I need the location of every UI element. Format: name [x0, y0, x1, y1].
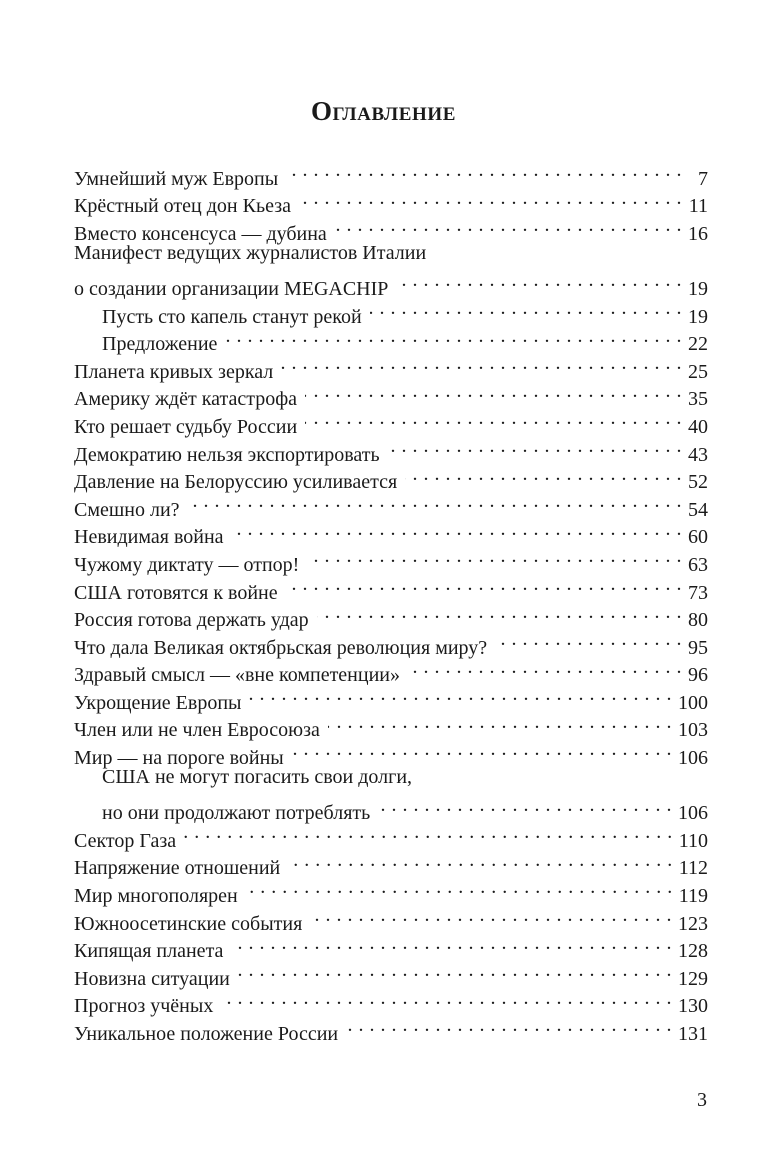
toc-entry-title: Демократию нельзя экспортировать [74, 443, 380, 466]
toc-entry-page: 106 [678, 747, 708, 770]
dot-leader [378, 792, 672, 820]
toc-entry-page: 119 [678, 885, 708, 908]
toc-entry-title: США готовятся к войне [74, 581, 278, 604]
toc-entry-page: 11 [688, 195, 708, 218]
toc-entry-page: 25 [688, 360, 708, 383]
dot-leader [292, 736, 672, 764]
toc-entry-title: Россия готова держать удар [74, 609, 309, 632]
dot-leader [388, 433, 682, 461]
dot-leader [405, 461, 682, 489]
dot-leader [370, 295, 682, 323]
dot-leader [305, 378, 682, 406]
toc-entry [74, 764, 708, 792]
toc-entry-title: но они продолжают потреблять [102, 802, 371, 825]
page-title: Оглавление [310, 96, 457, 126]
dot-leader [225, 323, 682, 351]
dot-leader [232, 516, 682, 544]
toc-entry-title: Новизна ситуации [74, 967, 230, 990]
dot-leader [286, 157, 682, 185]
dot-leader [408, 654, 682, 682]
toc-entry-title: Здравый смысл — «вне компетенции» [74, 664, 400, 687]
dot-leader [299, 185, 682, 213]
dot-leader [231, 930, 672, 958]
page-number: 3 [697, 1089, 707, 1111]
toc-entry-page: 128 [678, 940, 708, 963]
toc-entry-title: Кто решает судьбу России [74, 415, 298, 438]
toc-entry-title: Напряжение отношений [74, 857, 281, 880]
toc-entry-page: 129 [678, 967, 708, 990]
dot-leader [221, 985, 672, 1013]
toc-entry-title: Укрощение Европы [74, 691, 242, 714]
toc-entry-page: 112 [678, 857, 708, 880]
toc-entry-title: о создании организации MEGACHIP [74, 277, 389, 300]
toc-entry-title: Предложение [102, 333, 218, 356]
toc-entry-title: Вместо консенсуса — дубина [74, 222, 327, 245]
toc-entry-title: Давление на Белоруссию усиливается [74, 471, 398, 494]
toc-entry-page: 60 [688, 526, 708, 549]
toc-entry-page: 52 [688, 471, 708, 494]
dot-leader [288, 847, 672, 875]
dot-leader [281, 350, 682, 378]
toc-entry-page: 43 [688, 443, 708, 466]
toc-entry-page: 131 [678, 1023, 708, 1045]
toc-entry-page: 100 [678, 691, 708, 714]
toc-entry-page: 73 [688, 581, 708, 604]
dot-leader [246, 874, 673, 902]
dot-leader [317, 599, 682, 627]
toc-entry-title: Мир — на пороге войны [74, 747, 284, 770]
dot-leader [286, 571, 682, 599]
toc-entry-title: Америку ждёт катастрофа [74, 388, 298, 411]
toc-entry-page: 19 [688, 277, 708, 300]
table-of-contents [74, 157, 708, 1045]
toc-entry-page: 103 [678, 719, 708, 742]
toc-entry-title: Пусть сто капель станут рекой [102, 305, 362, 328]
toc-entry-title: Манифест ведущих журналистов Италии [74, 241, 427, 264]
toc-entry-page: 7 [698, 167, 708, 190]
toc-entry-page: 110 [678, 829, 708, 852]
toc-entry-page: 19 [688, 305, 708, 328]
dot-leader [305, 405, 682, 433]
dot-leader [310, 902, 672, 930]
toc-entry-title: Член или не член Евросоюза [74, 719, 320, 742]
toc-entry-title: Сектор Газа [74, 829, 177, 852]
dot-leader [328, 709, 672, 737]
toc-entry [74, 240, 708, 268]
toc-entry-page: 95 [688, 636, 708, 659]
toc-entry-page: 80 [688, 609, 708, 632]
toc-entry-title: Южноосетинские события [74, 912, 303, 935]
toc-entry [74, 157, 708, 190]
toc-entry-title: Крёстный отец дон Кьеза [74, 195, 291, 218]
dot-leader [307, 543, 682, 571]
toc-entry-page: 40 [688, 415, 708, 438]
toc-entry-title: Умнейший муж Европы [74, 167, 279, 190]
dot-leader [249, 681, 672, 709]
dot-leader [495, 626, 682, 654]
toc-entry-title: Прогноз учёных [74, 995, 214, 1018]
toc-entry-title: Планета кривых зеркал [74, 360, 274, 383]
toc-entry-page: 130 [678, 995, 708, 1018]
toc-entry-page: 106 [678, 802, 708, 825]
toc-entry-title: Что дала Великая октябрьская революция миру? [74, 636, 488, 659]
toc-entry-title: Уникальное положение России [74, 1023, 339, 1045]
toc-entry-page: 16 [688, 222, 708, 245]
dot-leader [238, 957, 672, 985]
toc-entry-page: 96 [688, 664, 708, 687]
toc-entry-page: 35 [688, 388, 708, 411]
toc-entry-title: Кипящая планета [74, 940, 224, 963]
toc-entry [74, 792, 708, 825]
toc-entry-page: 54 [688, 498, 708, 521]
toc-entry-title: Мир многополярен [74, 885, 238, 908]
toc-entry-page: 22 [688, 333, 708, 356]
toc-entry-page: 123 [678, 912, 708, 935]
dot-leader [335, 212, 682, 240]
dot-leader [188, 488, 682, 516]
toc-entry-title: США не могут погасить свои долги, [102, 766, 413, 789]
toc-entry-page: 63 [688, 553, 708, 576]
toc-entry-title: Чужому диктату — отпор! [74, 553, 300, 576]
toc-entry-title: Смешно ли? [74, 498, 180, 521]
toc-entry-title: Невидимая война [74, 526, 224, 549]
dot-leader [346, 1012, 672, 1040]
dot-leader [184, 819, 673, 847]
toc-entry [74, 267, 708, 300]
dot-leader [396, 267, 682, 295]
